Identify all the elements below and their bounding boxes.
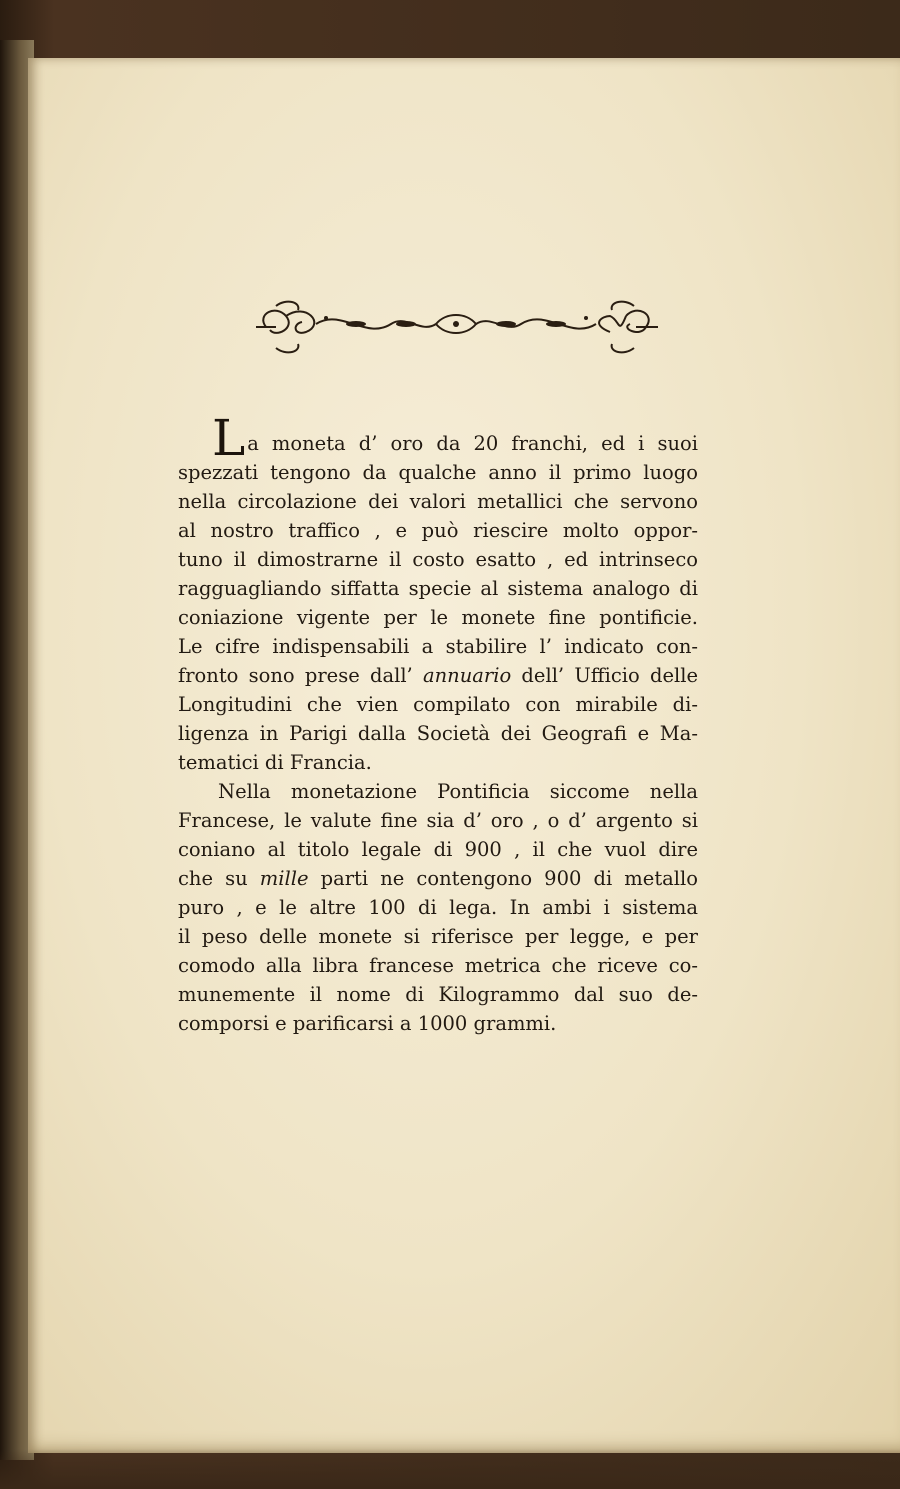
first-line-text: a moneta d’ oro da 20 franchi, ed i suoi [247, 432, 698, 455]
text-line: tuno il dimostrarne il costo esatto , ed intrinseco [178, 548, 698, 571]
text-line: Longitudini che vien compilato con mirabile di- [178, 693, 698, 716]
text-line: al nostro traffico , e può riescire molto oppor- [178, 519, 698, 542]
text-line: Francese, le valute fine sia d’ oro , o d’ argento si [178, 809, 698, 832]
text-line: comporsi e parificarsi a 1000 grammi. [178, 1012, 557, 1035]
table-surface [0, 1449, 900, 1489]
text-segment: parti ne contengono 900 di metallo [308, 867, 699, 890]
italic-word: mille [259, 867, 309, 890]
text-line: comodo alla libra francese metrica che riceve co- [178, 954, 698, 977]
text-line: coniano al titolo legale di 900 , il che vuol dire [178, 838, 698, 861]
text-line: il peso delle monete si riferisce per legge, e per [178, 925, 698, 948]
text-line: Le cifre indispensabili a stabilire l’ indicato con- [178, 635, 698, 658]
decorative-scroll-ornament-icon [246, 294, 666, 360]
text-segment: dell’ Ufficio delle [511, 664, 699, 687]
text-line: tematici di Francia. [178, 751, 372, 774]
italic-word: annuario [422, 664, 512, 687]
text-line: spezzati tengono da qualche anno il primo luogo [178, 461, 698, 484]
text-segment: fronto sono prese dall’ [178, 664, 423, 687]
text-line: puro , e le altre 100 di lega. In ambi i sistema [178, 896, 698, 919]
text-line-with-italic [178, 864, 698, 893]
text-line-with-italic [178, 661, 698, 690]
drop-cap: L [212, 409, 246, 467]
body-text [178, 409, 699, 1038]
text-line: Nella monetazione Pontificia siccome nella [218, 780, 698, 803]
text-line: ragguagliando siffatta specie al sistema analogo di [178, 577, 698, 600]
text-segment: che su [178, 867, 260, 890]
text-line: ligenza in Parigi dalla Società dei Geografi e Ma- [178, 722, 698, 745]
text-line: coniazione vigente per le monete fine pontificie. [178, 606, 698, 629]
first-line [178, 409, 698, 467]
text-line: munemente il nome di Kilogrammo dal suo de- [178, 983, 698, 1006]
text-line: nella circolazione dei valori metallici che servono [178, 490, 698, 513]
